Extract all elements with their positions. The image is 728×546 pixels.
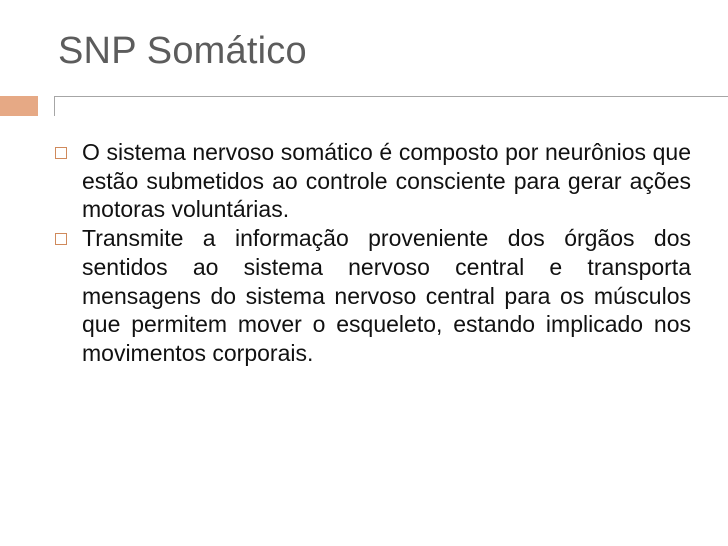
bullet-item — [55, 224, 691, 368]
bullet-text: Transmite a informação proveniente dos órgãos dos sentidos ao sistema nervoso central e transporta mensagens do sistema nervoso central para os músculos que permitem mover o esqueleto, estando implicado nos movimentos corporais. — [82, 225, 691, 366]
bullet-item — [55, 138, 691, 224]
slide-title: SNP Somático — [58, 30, 307, 72]
bullet-list — [55, 138, 691, 368]
title-accent-block — [0, 96, 38, 116]
title-divider-line — [54, 96, 728, 97]
bullet-text: O sistema nervoso somático é composto por neurônios que estão submetidos ao controle consciente para gerar ações motoras voluntárias. — [82, 139, 691, 223]
title-divider-tick — [54, 96, 55, 116]
square-bullet-icon — [55, 233, 67, 245]
square-bullet-icon — [55, 147, 67, 159]
